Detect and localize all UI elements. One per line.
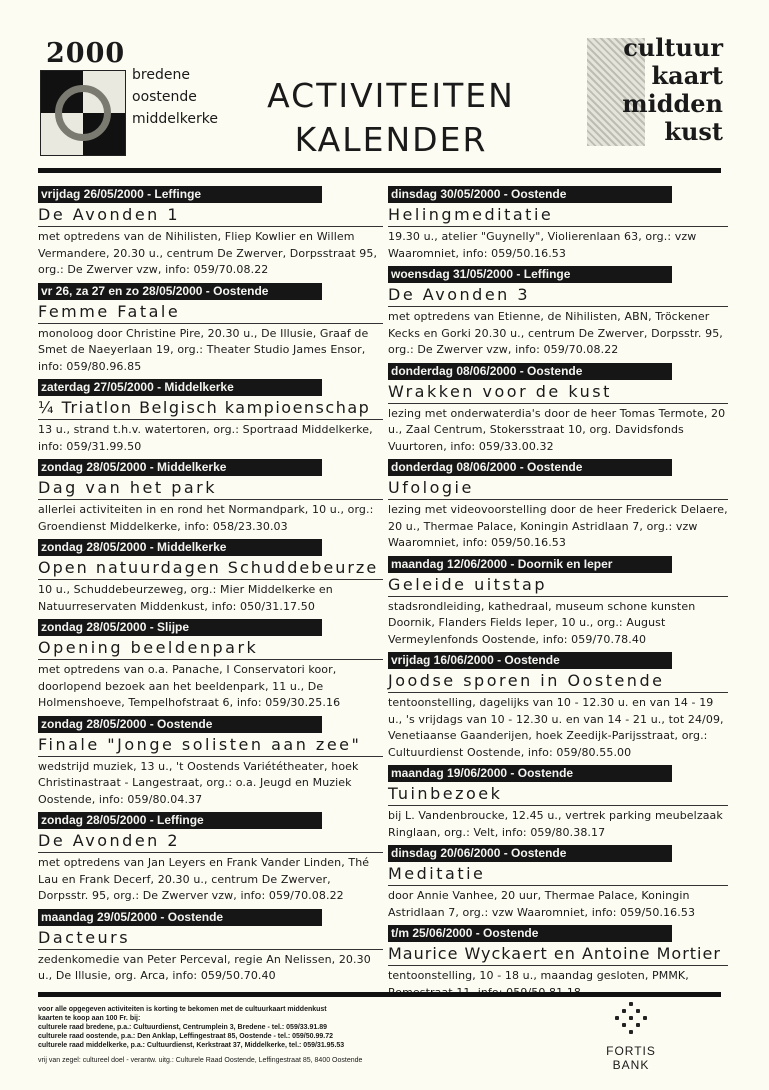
- event-description: lezing met videovoorstelling door de heer Frederick Delaere, 20 u., Thermae Palace, Koningin Astridlaan 7, org.: vzw Waaromniet, info: 059/50.16.53: [388, 503, 728, 549]
- event-description: wedstrijd muziek, 13 u., 't Oostends Variététheater, hoek Christinastraat - Langestraat, org.: o.a. Jeugd en Muziek Oostende, info: 059/80.04.37: [38, 759, 359, 806]
- cultuur-logo-word: midden: [622, 89, 723, 118]
- town-name: oostende: [132, 89, 197, 105]
- right-event-column: [388, 186, 728, 1005]
- sponsor-line: BANK: [612, 1058, 650, 1072]
- cultuur-logo-word: kust: [664, 117, 723, 146]
- sponsor-line: FORTIS: [606, 1044, 656, 1058]
- event-description: monoloog door Christine Pire, 20.30 u., De Illusie, Graaf de Smet de Naeyerlaan 19, org.: Theater Studio James Ensor, info: 059/80.96.85: [38, 326, 369, 373]
- event-title: Ufologie: [388, 478, 728, 500]
- event-item: [38, 186, 383, 279]
- event-date-bar: zaterdag 27/05/2000 - Middelkerke: [38, 379, 322, 396]
- event-description: stadsrondleiding, kathedraal, museum schone kunsten Doornik, Flanders Fields Ieper, 10 u., org.: August Vermeylenfonds Oostende, info: 059/70.78.40: [388, 599, 696, 646]
- event-title: De Avonden 3: [388, 285, 728, 307]
- event-item: [38, 539, 383, 615]
- event-date-bar: maandag 19/06/2000 - Oostende: [388, 765, 672, 782]
- event-date-bar: donderdag 08/06/2000 - Oostende: [388, 363, 672, 380]
- town-name: middelkerke: [132, 111, 219, 127]
- cultuur-logo-word: cultuur: [623, 33, 723, 62]
- event-title: Maurice Wyckaert en Antoine Mortier: [388, 944, 728, 966]
- event-item: [38, 283, 383, 376]
- event-item: [388, 363, 728, 456]
- footer-line: culturele raad bredene, p.a.: Cultuurdienst, Centrumplein 3, Bredene - tel.: 059/33.91.89: [38, 1024, 328, 1031]
- event-date-bar: maandag 29/05/2000 - Oostende: [38, 909, 322, 926]
- event-date-bar: zondag 28/05/2000 - Middelkerke: [38, 459, 322, 476]
- event-item: [388, 186, 728, 262]
- event-title: Finale "Jonge solisten aan zee": [38, 735, 383, 757]
- header-divider: [38, 168, 721, 173]
- event-description: 13 u., strand t.h.v. watertoren, org.: Sportraad Middelkerke, info: 059/31.99.50: [38, 423, 373, 453]
- event-description: zedenkomedie van Peter Perceval, regie An Nelissen, 20.30 u., De Illusie, org. Arca, info: 059/50.70.40: [38, 952, 371, 982]
- event-item: [388, 652, 728, 761]
- event-title: Dag van het park: [38, 478, 383, 500]
- event-date-bar: donderdag 08/06/2000 - Oostende: [388, 459, 672, 476]
- left-event-column: [38, 186, 383, 989]
- event-item: [388, 556, 728, 649]
- title-line: KALENDER: [294, 120, 488, 159]
- sponsor-name: [588, 1044, 674, 1072]
- event-title: Dacteurs: [38, 928, 383, 950]
- event-date-bar: dinsdag 30/05/2000 - Oostende: [388, 186, 672, 203]
- footer-line: culturele raad oostende, p.a.: Den Anklap, Leffingestraat 85, Oostende - tel.: 059/50.99.72: [38, 1033, 333, 1040]
- event-title: Opening beeldenpark: [38, 638, 383, 660]
- cultural-council-logo: [40, 70, 126, 156]
- event-title: Femme Fatale: [38, 302, 383, 324]
- event-description: met optredens van Etienne, de Nihilisten, ABN, Tröckener Kecks en Gorki 20.30 u., centrum De Zwerver, Dorpsstr. 95, org.: De Zwerver vzw, info: 059/70.08.22: [388, 310, 723, 356]
- event-description: lezing met onderwaterdia's door de heer Tomas Termote, 20 u., Zaal Centrum, Stokersstraat 10, org. Davidsfonds Vuurtoren, info: 059/33.00.32: [388, 406, 726, 453]
- event-date-bar: maandag 12/06/2000 - Doornik en Ieper: [388, 556, 672, 573]
- footer-line: voor alle opgegeven activiteiten is korting te bekomen met de cultuurkaart middenkust: [38, 1006, 327, 1013]
- header: [0, 0, 769, 175]
- event-description: bij L. Vandenbroucke, 12.45 u., vertrek parking meubelzaak Ringlaan, org.: Velt, info: 059/80.38.17: [388, 809, 723, 839]
- event-date-bar: dinsdag 20/06/2000 - Oostende: [388, 845, 672, 862]
- event-description: 19.30 u., atelier "Guynelly", Violierenlaan 63, org.: vzw Waaromniet, info: 059/50.16.53: [388, 230, 697, 260]
- event-item: [38, 379, 383, 455]
- footer-divider: [38, 992, 721, 997]
- event-date-bar: t/m 25/06/2000 - Oostende: [388, 925, 672, 942]
- event-date-bar: woensdag 31/05/2000 - Leffinge: [388, 266, 672, 283]
- event-date-bar: vrijdag 26/05/2000 - Leffinge: [38, 186, 322, 203]
- event-title: Wrakken voor de kust: [388, 382, 728, 404]
- event-description: 10 u., Schuddebeurzeweg, org.: Mier Middelkerke en Natuurreservaten Middenkust, info: 050/31.17.50: [38, 583, 333, 613]
- cultuurkaart-logo: [583, 34, 725, 154]
- event-item: [38, 716, 383, 809]
- event-description: met optredens van de Nihilisten, Fliep Kowlier en Willem Vermandere, 20.30 u., centrum De Zwerver, Dorpsstraat 95, org.: De Zwerver vzw, info: 059/70.08.22: [38, 230, 378, 276]
- event-date-bar: zondag 28/05/2000 - Slijpe: [38, 619, 322, 636]
- event-title: ¼ Triatlon Belgisch kampioenschap: [38, 398, 383, 420]
- event-item: [388, 925, 728, 1001]
- town-name: bredene: [132, 67, 190, 83]
- event-title: Geleide uitstap: [388, 575, 728, 597]
- event-description: met optredens van Jan Leyers en Frank Vander Linden, Thé Lau en Frank Decerf, 20.30 u., centrum De Zwerver, Dorpsstr. 95, org.: De Zwerver vzw, info: 059/70.08.22: [38, 856, 370, 902]
- event-title: Open natuurdagen Schuddebeurze: [38, 558, 383, 580]
- town-list: [132, 64, 218, 130]
- event-item: [388, 459, 728, 552]
- event-title: De Avonden 1: [38, 205, 383, 227]
- event-title: De Avonden 2: [38, 831, 383, 853]
- event-item: [38, 619, 383, 712]
- footer: [38, 1005, 598, 1065]
- event-item: [388, 765, 728, 841]
- event-title: Helingmeditatie: [388, 205, 728, 227]
- event-title: Meditatie: [388, 864, 728, 886]
- year: 2000: [46, 38, 126, 69]
- event-date-bar: vr 26, za 27 en zo 28/05/2000 - Oostende: [38, 283, 322, 300]
- fortis-dots-icon: [614, 1002, 648, 1038]
- footer-line: culturele raad middelkerke, p.a.: Cultuurdienst, Kerkstraat 37, Middelkerke, tel.: 059/31.95.53: [38, 1042, 345, 1049]
- event-item: [38, 812, 383, 905]
- event-date-bar: vrijdag 16/06/2000 - Oostende: [388, 652, 672, 669]
- event-item: [388, 266, 728, 359]
- page-title: [248, 74, 534, 162]
- event-date-bar: zondag 28/05/2000 - Leffinge: [38, 812, 322, 829]
- event-description: tentoonstelling, dagelijks van 10 - 12.30 u. en van 14 - 19 u., 's vrijdags van 10 - 12.30 u. en van 14 - 21 u., tot 24/09, Venetiaanse Gaanderijen, hoek Zeedijk-Parijsstraat, org.: Cultuurdienst Oostende, info: 059/80.55.00: [388, 696, 724, 759]
- event-description: met optredens van o.a. Panache, I Conservatori koor, doorlopend bezoek aan het beeldenpark, 11 u., De Holmenshoeve, Tempelhofstraat 6, info: 059/30.25.16: [38, 663, 341, 709]
- event-date-bar: zondag 28/05/2000 - Middelkerke: [38, 539, 322, 556]
- event-description: allerlei activiteiten in en rond het Normandpark, 10 u., org.: Groendienst Middelkerke, info: 058/23.30.03: [38, 503, 374, 533]
- footer-line: kaarten te koop aan 100 Fr. bij:: [38, 1015, 141, 1022]
- event-title: Tuinbezoek: [388, 784, 728, 806]
- event-item: [38, 909, 383, 985]
- event-title: Joodse sporen in Oostende: [388, 671, 728, 693]
- fortis-bank-logo: [588, 1000, 674, 1080]
- publisher-note: vrij van zegel: cultureel doel - verantw. uitg.: Culturele Raad Oostende, Leffingestraat 85, 8400 Oostende: [38, 1057, 363, 1064]
- title-line: ACTIVITEITEN: [267, 76, 515, 115]
- event-item: [38, 459, 383, 535]
- event-description: door Annie Vanhee, 20 uur, Thermae Palace, Koningin Astridlaan 7, org.: vzw Waaromniet, info: 059/50.16.53: [388, 889, 696, 919]
- event-description: tentoonstelling, 10 - 18 u., maandag gesloten, PMMK,: [388, 969, 689, 982]
- cultuur-logo-word: kaart: [651, 61, 723, 90]
- event-date-bar: zondag 28/05/2000 - Oostende: [38, 716, 322, 733]
- event-item: [388, 845, 728, 921]
